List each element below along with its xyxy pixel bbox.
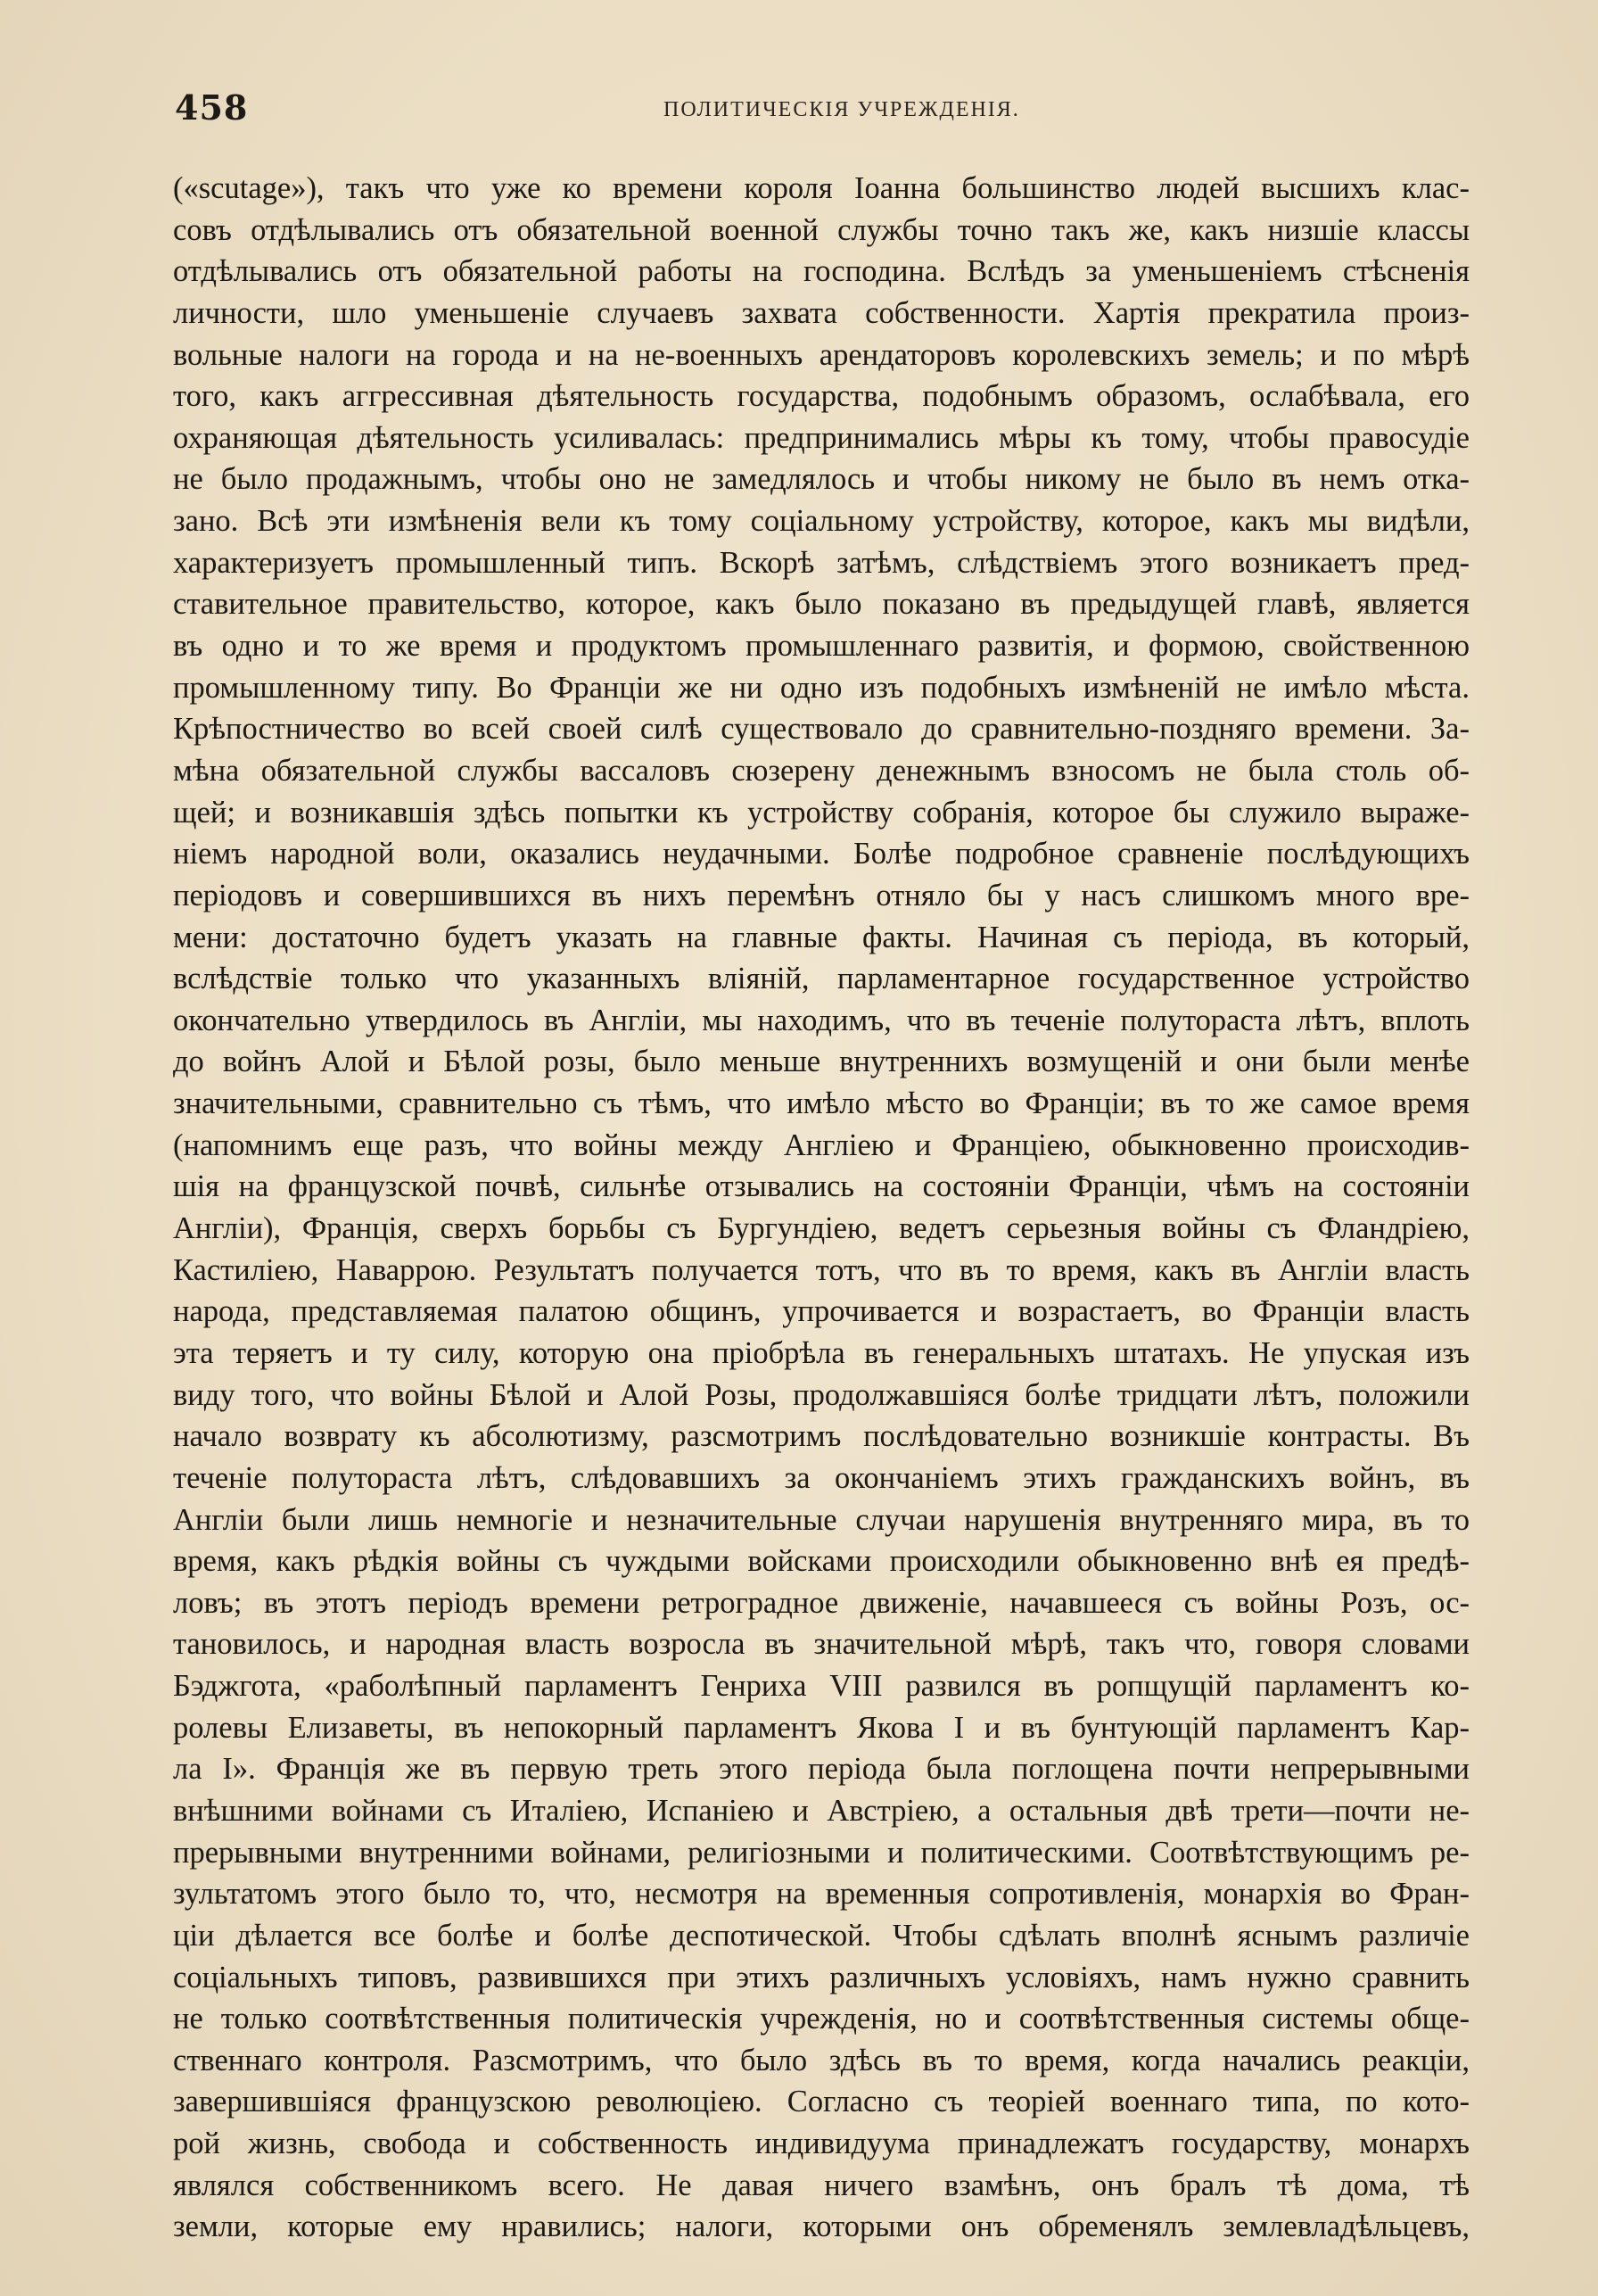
text-line: личности, шло уменьшеніе случаевъ захвата собственности. Хартія прекратила произ- [173, 295, 1470, 330]
text-line: время, какъ рѣдкія войны съ чуждыми войсками происходили обыкновенно внѣ ея предѣ- [173, 1544, 1470, 1579]
text-line: шія на французской почвѣ, сильнѣе отзывались на состояніи Франціи, чѣмъ на состояніи [173, 1169, 1470, 1204]
text-line: Англіи), Франція, сверхъ борьбы съ Бургундіею, ведетъ серьезныя войны съ Фландріею, [173, 1211, 1470, 1246]
text-line: рой жизнь, свобода и собственность индивидуума принадлежатъ государству, монархъ [173, 2127, 1470, 2161]
text-line: отдѣлывались отъ обязательной работы на господина. Вслѣдъ за уменьшеніемъ стѣсненія [173, 254, 1470, 289]
text-line: Бэджгота, «раболѣпный парламентъ Генриха VIII развился въ ропщущій парламентъ ко- [173, 1669, 1470, 1704]
text-line: въ одно и то же время и продуктомъ промышленнаго развитія, и формою, свойственною [173, 629, 1470, 664]
text-line: ніемъ народной воли, оказались неудачными. Болѣе подробное сравненіе послѣдующихъ [173, 837, 1470, 871]
text-line: промышленному типу. Во Франціи же ни одно изъ подобныхъ измѣненій не имѣло мѣста. [173, 670, 1470, 705]
text-line: мѣна обязательной службы вассаловъ сюзерену денежнымъ взносомъ не была столь об- [173, 753, 1470, 788]
text-line: вслѣдствіе только что указанныхъ вліяній, парламентарное государственное устройство [173, 962, 1470, 996]
text-line: не только соотвѣтственныя политическія учрежденія, но и соотвѣтственныя системы обще- [173, 2002, 1470, 2036]
text-line: земли, которые ему нравились; налоги, которыми онъ обременялъ землевладѣльцевъ, [173, 2209, 1470, 2244]
text-line: охраняющая дѣятельность усиливалась: предпринимались мѣры къ тому, чтобы правосудіе [173, 420, 1470, 455]
text-line: зано. Всѣ эти измѣненія вели къ тому соціальному устройству, которое, какъ мы видѣли, [173, 504, 1470, 539]
running-title: ПОЛИТИЧЕСКІЯ УЧРЕЖДЕНІЯ. [663, 98, 1020, 121]
text-line: ственнаго контроля. Разсмотримъ, что было здѣсь въ то время, когда начались реакціи, [173, 2043, 1470, 2077]
body-text [173, 168, 1470, 2248]
text-line: Крѣпостничество во всей своей силѣ существовало до сравнительно-поздняго времени. За- [173, 712, 1470, 747]
text-line: не было продажнымъ, чтобы оно не замедлялось и чтобы никому не было въ немъ отка- [173, 462, 1470, 497]
text-line: зультатомъ этого было то, что, несмотря на временныя сопротивленія, монархія во Фран- [173, 1877, 1470, 1912]
text-line: соціальныхъ типовъ, развившихся при этихъ различныхъ условіяхъ, намъ нужно сравнить [173, 1960, 1470, 1995]
text-line: являлся собственникомъ всего. Не давая ничего взамѣнъ, онъ бралъ тѣ дома, тѣ [173, 2168, 1470, 2202]
page-number: 458 [175, 87, 249, 128]
text-line: завершившіяся французскою революціею. Согласно съ теоріей военнаго типа, по кото- [173, 2085, 1470, 2119]
text-line: прерывными внутренними войнами, религіозными и политическими. Соотвѣтствующимъ ре- [173, 1835, 1470, 1870]
text-line: окончательно утвердилось въ Англіи, мы находимъ, что въ теченіе полутораста лѣтъ, вплоть [173, 1003, 1470, 1037]
text-line: тановилось, и народная власть возросла въ значительной мѣрѣ, такъ что, говоря словами [173, 1627, 1470, 1662]
text-line: значительными, сравнительно съ тѣмъ, что имѣло мѣсто во Франціи; въ то же самое время [173, 1086, 1470, 1121]
page-header [175, 87, 1470, 132]
text-line: эта теряетъ и ту силу, которую она пріобрѣла въ генеральныхъ штатахъ. Не упуская изъ [173, 1335, 1470, 1370]
text-line: ролевы Елизаветы, въ непокорный парламентъ Якова I и въ бунтующій парламентъ Кар- [173, 1710, 1470, 1745]
text-line: Англіи были лишь немногіе и незначительные случаи нарушенія внутренняго мира, въ то [173, 1502, 1470, 1537]
text-line: того, какъ аггрессивная дѣятельность государства, подобнымъ образомъ, ослабѣвала, его [173, 379, 1470, 414]
text-line: внѣшними войнами съ Италіею, Испаніею и Австріею, а остальныя двѣ трети—почти не- [173, 1793, 1470, 1828]
text-line: (напомнимъ еще разъ, что войны между Англіею и Франціею, обыкновенно происходив- [173, 1127, 1470, 1162]
text-line: ла I». Франція же въ первую треть этого періода была поглощена почти непрерывными [173, 1752, 1470, 1787]
text-line: мени: достаточно будетъ указать на главные факты. Начиная съ періода, въ который, [173, 920, 1470, 954]
text-line: совъ отдѣлывались отъ обязательной военной службы точно такъ же, какъ низшіе классы [173, 212, 1470, 247]
text-line: ставительное правительство, которое, какъ было показано въ предыдущей главѣ, является [173, 587, 1470, 622]
text-line: начало возврату къ абсолютизму, разсмотримъ послѣдовательно возникшіе контрасты. Въ [173, 1419, 1470, 1454]
text-line: ловъ; въ этотъ періодъ времени ретроградное движеніе, начавшееся съ войны Розъ, ос- [173, 1585, 1470, 1620]
text-line: теченіе полутораста лѣтъ, слѣдовавшихъ за окончаніемъ этихъ гражданскихъ войнъ, въ [173, 1460, 1470, 1495]
text-line: вольные налоги на города и на не-военныхъ арендаторовъ королевскихъ земель; и по мѣрѣ [173, 337, 1470, 372]
text-line: («scutage»), такъ что уже ко времени короля Іоанна большинство людей высшихъ клас- [173, 171, 1470, 205]
text-line: щей; и возникавшія здѣсь попытки къ устройству собранія, которое бы служило выраже- [173, 795, 1470, 830]
text-line: характеризуетъ промышленный типъ. Вскорѣ затѣмъ, слѣдствіемъ этого возникаетъ пред- [173, 545, 1470, 580]
text-line: ціи дѣлается все болѣе и болѣе деспотической. Чтобы сдѣлать вполнѣ яснымъ различіе [173, 1918, 1470, 1953]
text-line: виду того, что войны Бѣлой и Алой Розы, продолжавшіяся болѣе тридцати лѣтъ, положили [173, 1377, 1470, 1412]
text-line: періодовъ и совершившихся въ нихъ перемѣнъ отняло бы у насъ слишкомъ много вре- [173, 878, 1470, 913]
text-line: народа, представляемая палатою общинъ, упрочивается и возрастаетъ, во Франціи власть [173, 1294, 1470, 1329]
text-line: Кастиліею, Наваррою. Результатъ получается тотъ, что въ то время, какъ въ Англіи власть [173, 1252, 1470, 1287]
text-line: до войнъ Алой и Бѣлой розы, было меньше внутреннихъ возмущеній и они были менѣе [173, 1045, 1470, 1079]
